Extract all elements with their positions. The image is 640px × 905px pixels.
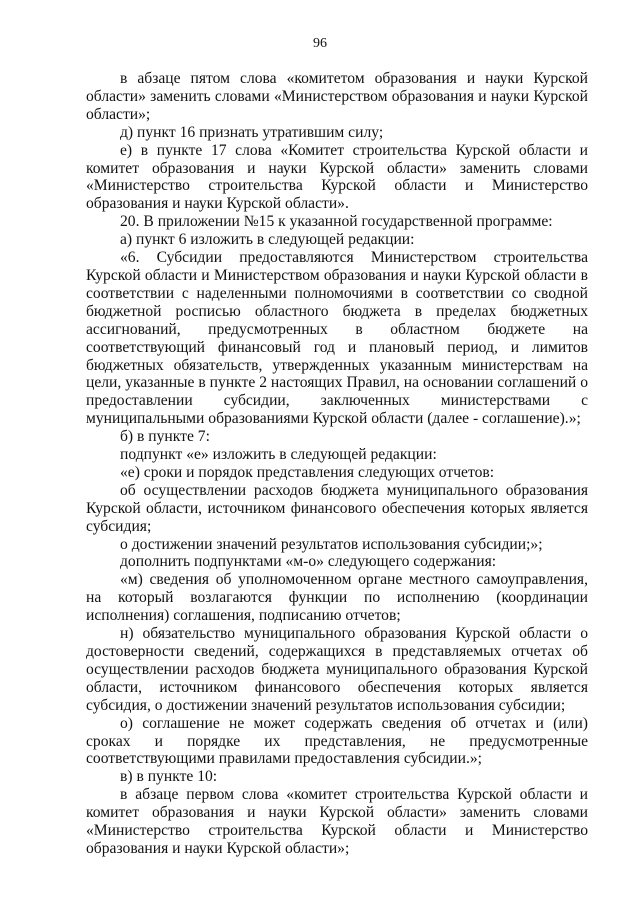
paragraph-16: в) в пункте 10:: [120, 768, 218, 786]
paragraph-13: «м) сведения об уполномоченном органе местного самоуправления, на который возлагаются функции по исполнению (координации исполнения) соглашения, подписанию отчетов;: [86, 571, 588, 625]
document-body: [86, 70, 588, 858]
paragraph-1: в абзаце пятом слова «комитетом образования и науки Курской области» заменить словами «Министерством образования и науки Курской области»;: [86, 70, 588, 123]
paragraph-8: подпункт «е» изложить в следующей редакции:: [120, 446, 437, 464]
paragraph-9: «е) сроки и порядок представления следующих отчетов:: [120, 463, 495, 481]
paragraph-4: 20. В приложении №15 к указанной государственной программе:: [120, 213, 553, 231]
paragraph-15: о) соглашение не может содержать сведения об отчетах и (или) сроках и порядке их представления, не предусмотренные соответствующими правилами предоставления субсидии.»;: [86, 714, 588, 768]
paragraph-3: е) в пункте 17 слова «Комитет строительства Курской области и комитет образования и науки Курской области» заменить словами «Министерство строительства Курской области и Министерство образования и науки Курской области».: [86, 141, 588, 213]
paragraph-6: «6. Субсидии предоставляются Министерством строительства Курской области и Министерством образования и науки Курской области в соответствии с наделенными полномочиями в соответствии со сводной бюджетной росписью областного бюджета в пределах бюджетных ассигнований, предусмотренных в областном бюджете на соответствующий финансовый год и плановый период, и лимитов бюджетных обязательств, утвержденных указанным министерствам на цели, указанные в пункте 2 настоящих Правил, на основании соглашений о предоставлении субсидии, заключенных министерствами с муниципальными образованиями Курской области (далее - соглашение).»;: [86, 249, 588, 428]
paragraph-10: об осуществлении расходов бюджета муниципального образования Курской области, источником финансового обеспечения которых является субсидия;: [86, 481, 588, 535]
paragraph-12: дополнить подпунктами «м-о» следующего содержания:: [120, 553, 497, 571]
paragraph-11: о достижении значений результатов использования субсидии;»;: [120, 535, 543, 553]
paragraph-2: д) пункт 16 признать утратившим силу;: [120, 123, 384, 141]
paragraph-7: б) в пункте 7:: [120, 428, 210, 446]
paragraph-17: в абзаце первом слова «комитет строительства Курской области и комитет образования и науки Курской области» заменить словами «Министерство строительства Курской области и Министерство образования и науки Курской области»;: [86, 786, 588, 857]
paragraph-14: н) обязательство муниципального образования Курской области о достоверности сведений, содержащихся в представляемых отчетах об осуществлении расходов бюджета муниципального образования Курской области, источником финансового обеспечения которых является субсидия, о достижении значений результатов использования субсидии;: [86, 625, 588, 714]
paragraph-5: а) пункт 6 изложить в следующей редакции:: [120, 231, 415, 249]
page-number: 96: [313, 36, 327, 51]
